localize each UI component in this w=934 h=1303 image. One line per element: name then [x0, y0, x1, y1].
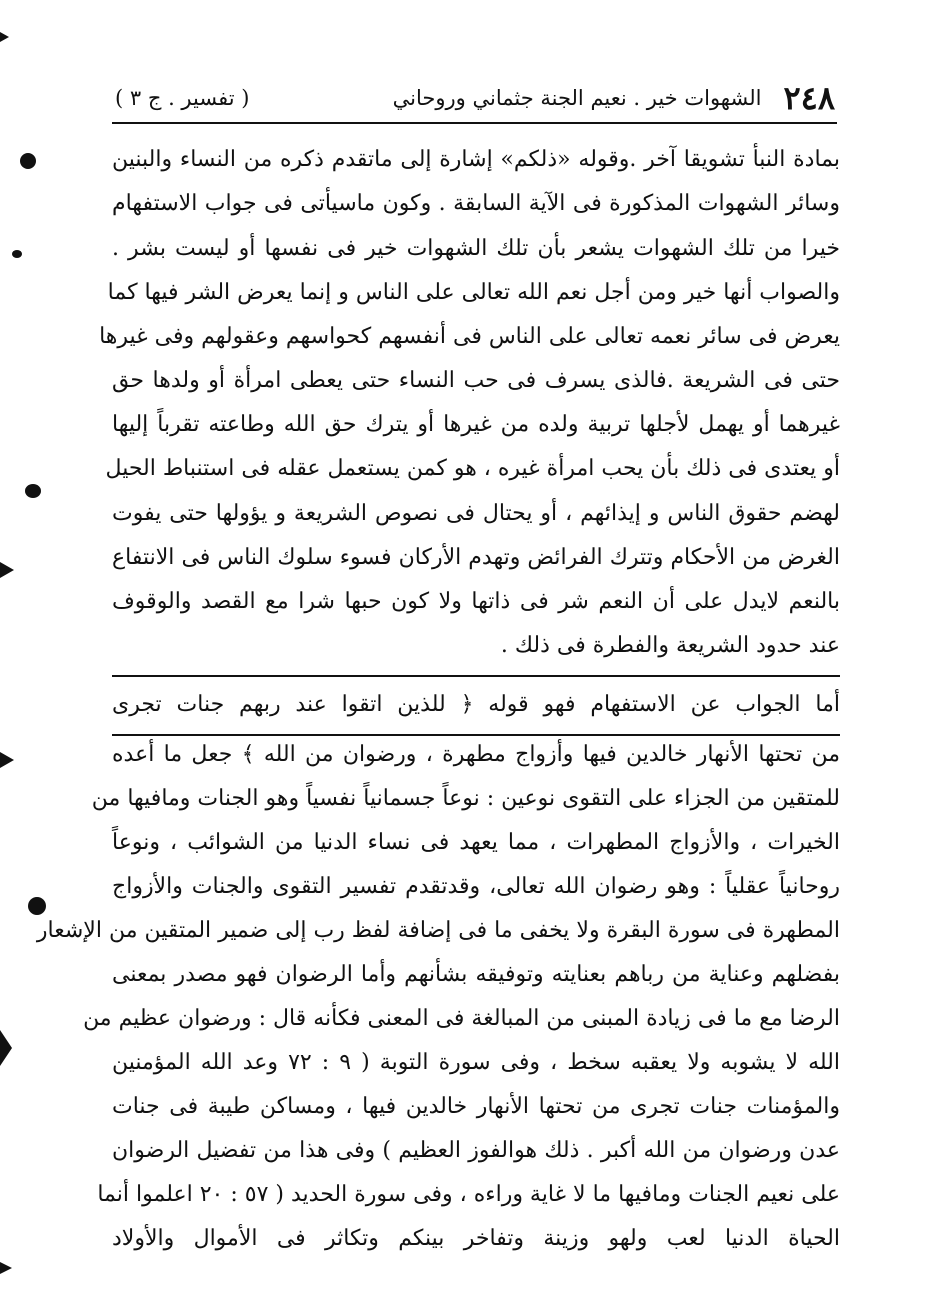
running-title: الشهوات خير . نعيم الجنة جثماني وروحاني — [392, 86, 762, 110]
text-line: بالنعم لايدل على أن النعم شر فى ذاتها ولا كون حبها شرا مع القصد والوقوف — [112, 589, 840, 614]
volume-reference: ( تفسير . ج ٣ ) — [115, 86, 250, 110]
page-number: ٢٤٨ — [783, 79, 835, 117]
text-line: المطهرة فى سورة البقرة ولا يخفى ما فى إضافة لفظ رب إلى ضمير المتقين من الإشعار — [36, 918, 840, 943]
scan-artifact-blot — [25, 484, 41, 498]
header-rule — [112, 122, 837, 124]
text-line: الحياة الدنيا لعب ولهو وزينة وتفاخر بينكم وتكاثر فى الأموال والأولاد — [112, 1226, 840, 1251]
text-line: وسائر الشهوات المذكورة فى الآية السابقة . وكون ماسيأتى فى جواب الاستفهام — [112, 191, 840, 216]
scan-artifact-mark — [0, 32, 9, 42]
text-line: خيرا من تلك الشهوات يشعر بأن تلك الشهوات خير فى نفسها أو ليست بشر . — [112, 236, 840, 261]
text-line: الرضا مع ما فى زيادة المبنى من المبالغة فى المعنى فكأنه قال : ورضوان عظيم من — [83, 1006, 840, 1031]
text-line: حتى فى الشريعة .فالذى يسرف فى حب النساء حتى يعطى امرأة أو ولدها حق — [112, 368, 840, 393]
text-line: عدن ورضوان من الله أكبر . ذلك هوالفوز العظيم ) وفى هذا من تفضيل الرضوان — [112, 1138, 840, 1163]
section-divider — [112, 675, 840, 677]
text-line: أو يعتدى فى ذلك بأن يحب امرأة غيره ، هو كمن يستعمل عقله فى استنباط الحيل — [105, 456, 840, 481]
text-line: والصواب أنها خير ومن أجل نعم الله تعالى على الناس و إنما يعرض الشر فيها كما — [107, 280, 840, 305]
text-line: الغرض من الأحكام وتترك الفرائض وتهدم الأركان فسوء سلوك الناس فى الانتفاع — [112, 545, 840, 570]
text-line: لهضم حقوق الناس و إيذائهم ، أو يحتال فى نصوص الشريعة و يؤولها حتى يفوت — [112, 501, 840, 526]
text-line: للمتقين من الجزاء على التقوى نوعين : نوعاً جسمانياً نفسياً وهو الجنات ومافيها من — [91, 786, 840, 811]
scan-artifact-blot — [20, 153, 36, 169]
text-line: بفضلهم وعناية من رباهم بعنايته وتوفيقه بشأنهم وأما الرضوان فهو مصدر بمعنى — [112, 962, 841, 987]
text-line: غيرهما أو يهمل لأجلها تربية ولده من غيرها أو يترك حق الله وطاعته تقرباً إليها — [112, 412, 840, 437]
text-line: الخيرات ، والأزواج المطهرات ، مما يعهد فى نساء الدنيا من الشوائب ، ونوعاً — [112, 830, 840, 855]
scan-artifact-mark — [0, 1030, 12, 1066]
text-line: يعرض فى سائر نعمه تعالى على الناس فى أنفسهم كحواسهم وعقولهم وفى غيرها — [99, 324, 840, 349]
scan-artifact-mark — [0, 562, 14, 578]
page-header — [115, 78, 835, 118]
scan-artifact-blot — [12, 250, 22, 258]
text-line: عند حدود الشريعة والفطرة فى ذلك . — [500, 633, 840, 658]
text-line: الله لا يشوبه ولا يعقبه سخط ، وفى سورة التوبة ( ٩ : ٧٢ وعد الله المؤمنين — [112, 1050, 840, 1075]
text-line: من تحتها الأنهار خالدين فيها وأزواج مطهرة ، ورضوان من الله ﴾ جعل ما أعده — [112, 742, 840, 767]
scan-artifact-mark — [0, 752, 14, 768]
quote-rule — [112, 734, 840, 736]
text-line: أما الجواب عن الاستفهام فهو قوله ﴿ للذين اتقوا عند ربهم جنات تجرى — [112, 692, 840, 717]
scan-artifact-blot — [28, 897, 46, 915]
text-line: روحانياً عقلياً : وهو رضوان الله تعالى، وقدتقدم تفسير التقوى والجنات والأزواج — [112, 874, 840, 899]
text-line: بمادة النبأ تشويقا آخر .وقوله «ذلكم» إشارة إلى ماتقدم ذكره من النساء والبنين — [112, 147, 840, 172]
text-line: والمؤمنات جنات تجرى من تحتها الأنهار خالدين فيها ، ومساكن طيبة فى جنات — [112, 1094, 840, 1119]
scan-artifact-mark — [0, 1262, 12, 1274]
text-line: على نعيم الجنات ومافيها ما لا غاية وراءه ، وفى سورة الحديد ( ٥٧ : ٢٠ اعلموا أنما — [97, 1182, 840, 1207]
